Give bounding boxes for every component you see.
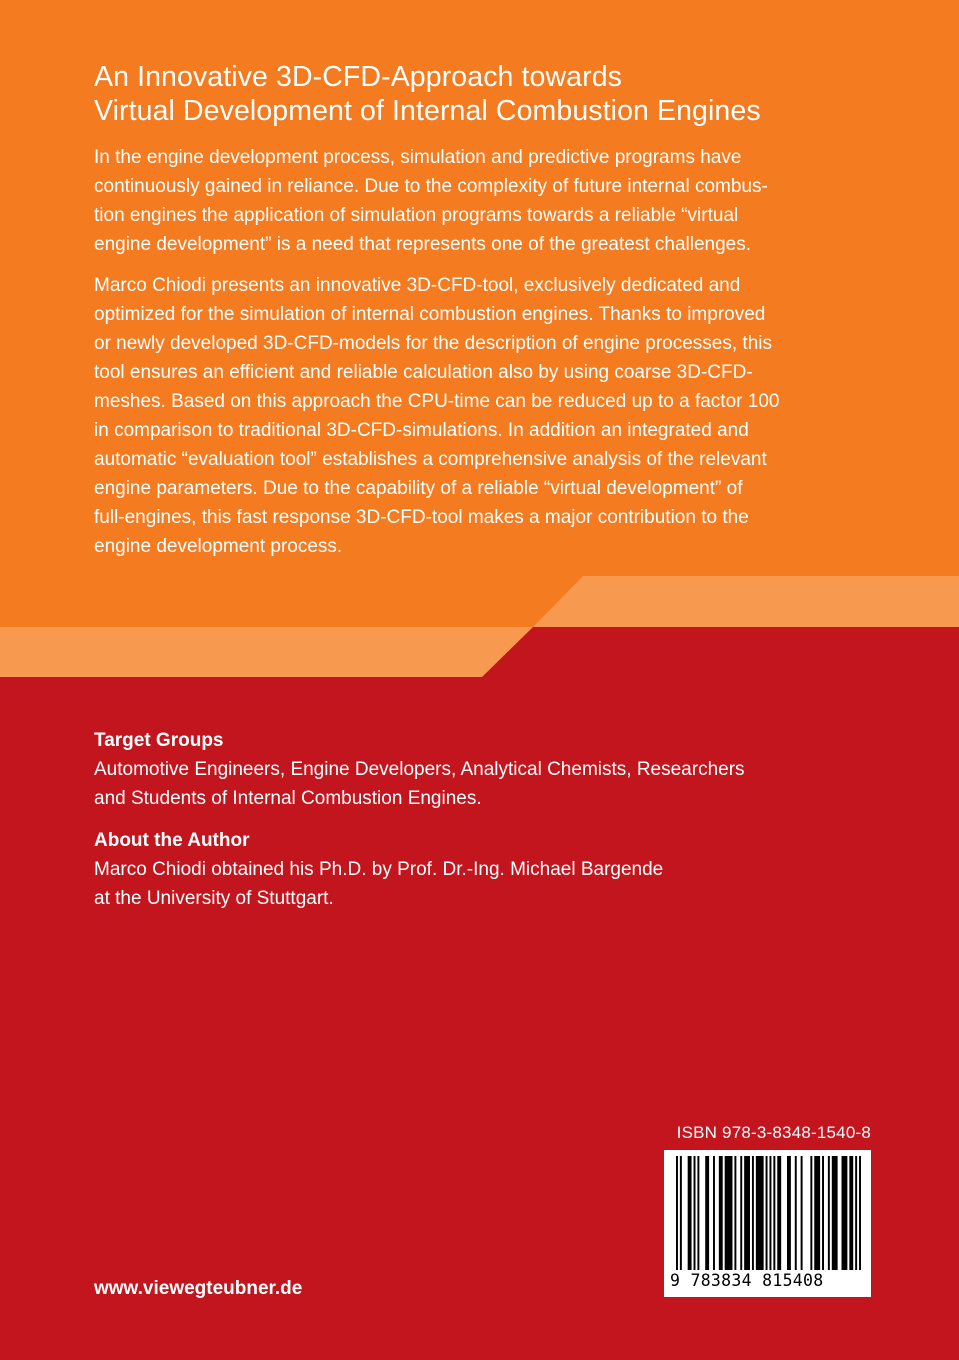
barcode-bar (822, 1156, 824, 1270)
barcode-bar (744, 1156, 750, 1270)
light-orange-right-block (533, 576, 959, 627)
barcode-bar (705, 1156, 709, 1270)
barcode-bar (801, 1156, 803, 1270)
barcode-bar (680, 1156, 682, 1270)
barcode-bar (694, 1156, 696, 1270)
publisher-website: www.viewegteubner.de (94, 1278, 303, 1299)
barcode-bar (828, 1156, 830, 1270)
target-groups-section (94, 727, 894, 813)
text-line: tion engines the application of simulation programs towards a reliable “virtual (94, 205, 739, 226)
text-line: engine parameters. Due to the capability of a reliable “virtual development” of (94, 478, 743, 499)
barcode-bar (769, 1156, 771, 1270)
barcode-bar (795, 1156, 797, 1270)
barcode (664, 1150, 871, 1297)
title-line-2: Virtual Development of Internal Combustion Engines (94, 95, 761, 127)
barcode-bar (752, 1156, 754, 1270)
text-line: in comparison to traditional 3D-CFD-simulations. In addition an integrated and (94, 420, 749, 441)
barcode-bar (725, 1156, 733, 1270)
barcode-bar (859, 1156, 861, 1270)
target-groups-heading: Target Groups (94, 730, 224, 751)
about-author-section (94, 827, 894, 913)
text-line: and Students of Internal Combustion Engines. (94, 788, 482, 809)
text-line: Marco Chiodi obtained his Ph.D. by Prof. Dr.-Ing. Michael Bargende (94, 859, 664, 880)
barcode-bar (740, 1156, 742, 1270)
text-line: full-engines, this fast response 3D-CFD-tool makes a major contribution to the (94, 507, 749, 528)
text-line: optimized for the simulation of internal combustion engines. Thanks to improved (94, 304, 766, 325)
barcode-bar (756, 1156, 764, 1270)
title-line-1: An Innovative 3D-CFD-Approach towards (94, 61, 623, 93)
text-line: Automotive Engineers, Engine Developers, Analytical Chemists, Researchers (94, 759, 745, 780)
text-line: In the engine development process, simulation and predictive programs have (94, 147, 742, 168)
barcode-bar (842, 1156, 848, 1270)
barcode-bar (777, 1156, 781, 1270)
description-paragraph-2 (94, 271, 894, 561)
about-author-heading: About the Author (94, 830, 250, 851)
barcode-bar (849, 1156, 853, 1270)
text-line: engine development process. (94, 536, 343, 557)
barcode-bar (855, 1156, 857, 1270)
info-block (94, 727, 894, 913)
barcode-bar (787, 1156, 791, 1270)
text-line: meshes. Based on this approach the CPU-time can be reduced up to a factor 100 (94, 391, 780, 412)
isbn-label: ISBN 978-3-8348-1540-8 (676, 1123, 871, 1142)
about-author-text (94, 855, 894, 913)
target-groups-text (94, 755, 894, 813)
text-line: at the University of Stuttgart. (94, 888, 334, 909)
text-line: continuously gained in reliance. Due to the complexity of future internal combus- (94, 176, 768, 197)
barcode-bar (688, 1156, 692, 1270)
text-line: Marco Chiodi presents an innovative 3D-CFD-tool, exclusively dedicated and (94, 275, 741, 296)
text-line: engine development” is a need that represents one of the greatest challenges. (94, 234, 751, 255)
barcode-bar (713, 1156, 715, 1270)
description-paragraph-1 (94, 143, 894, 259)
text-line: automatic “evaluation tool” establishes a comprehensive analysis of the relevant (94, 449, 767, 470)
book-title (94, 60, 894, 128)
barcode-bar (734, 1156, 736, 1270)
text-line: tool ensures an efficient and reliable calculation also by using coarse 3D-CFD- (94, 362, 753, 383)
barcode-bar (766, 1156, 768, 1270)
barcode-bar (676, 1156, 678, 1270)
barcode-bar (697, 1156, 699, 1270)
barcode-bar (814, 1156, 820, 1270)
barcode-bar (810, 1156, 812, 1270)
barcode-digits: 9 783834 815408 (670, 1271, 824, 1290)
barcode-bar (832, 1156, 838, 1270)
description-block (94, 60, 894, 561)
barcode-bar (773, 1156, 775, 1270)
barcode-bar (719, 1156, 723, 1270)
text-line: or newly developed 3D-CFD-models for the description of engine processes, this (94, 333, 772, 354)
